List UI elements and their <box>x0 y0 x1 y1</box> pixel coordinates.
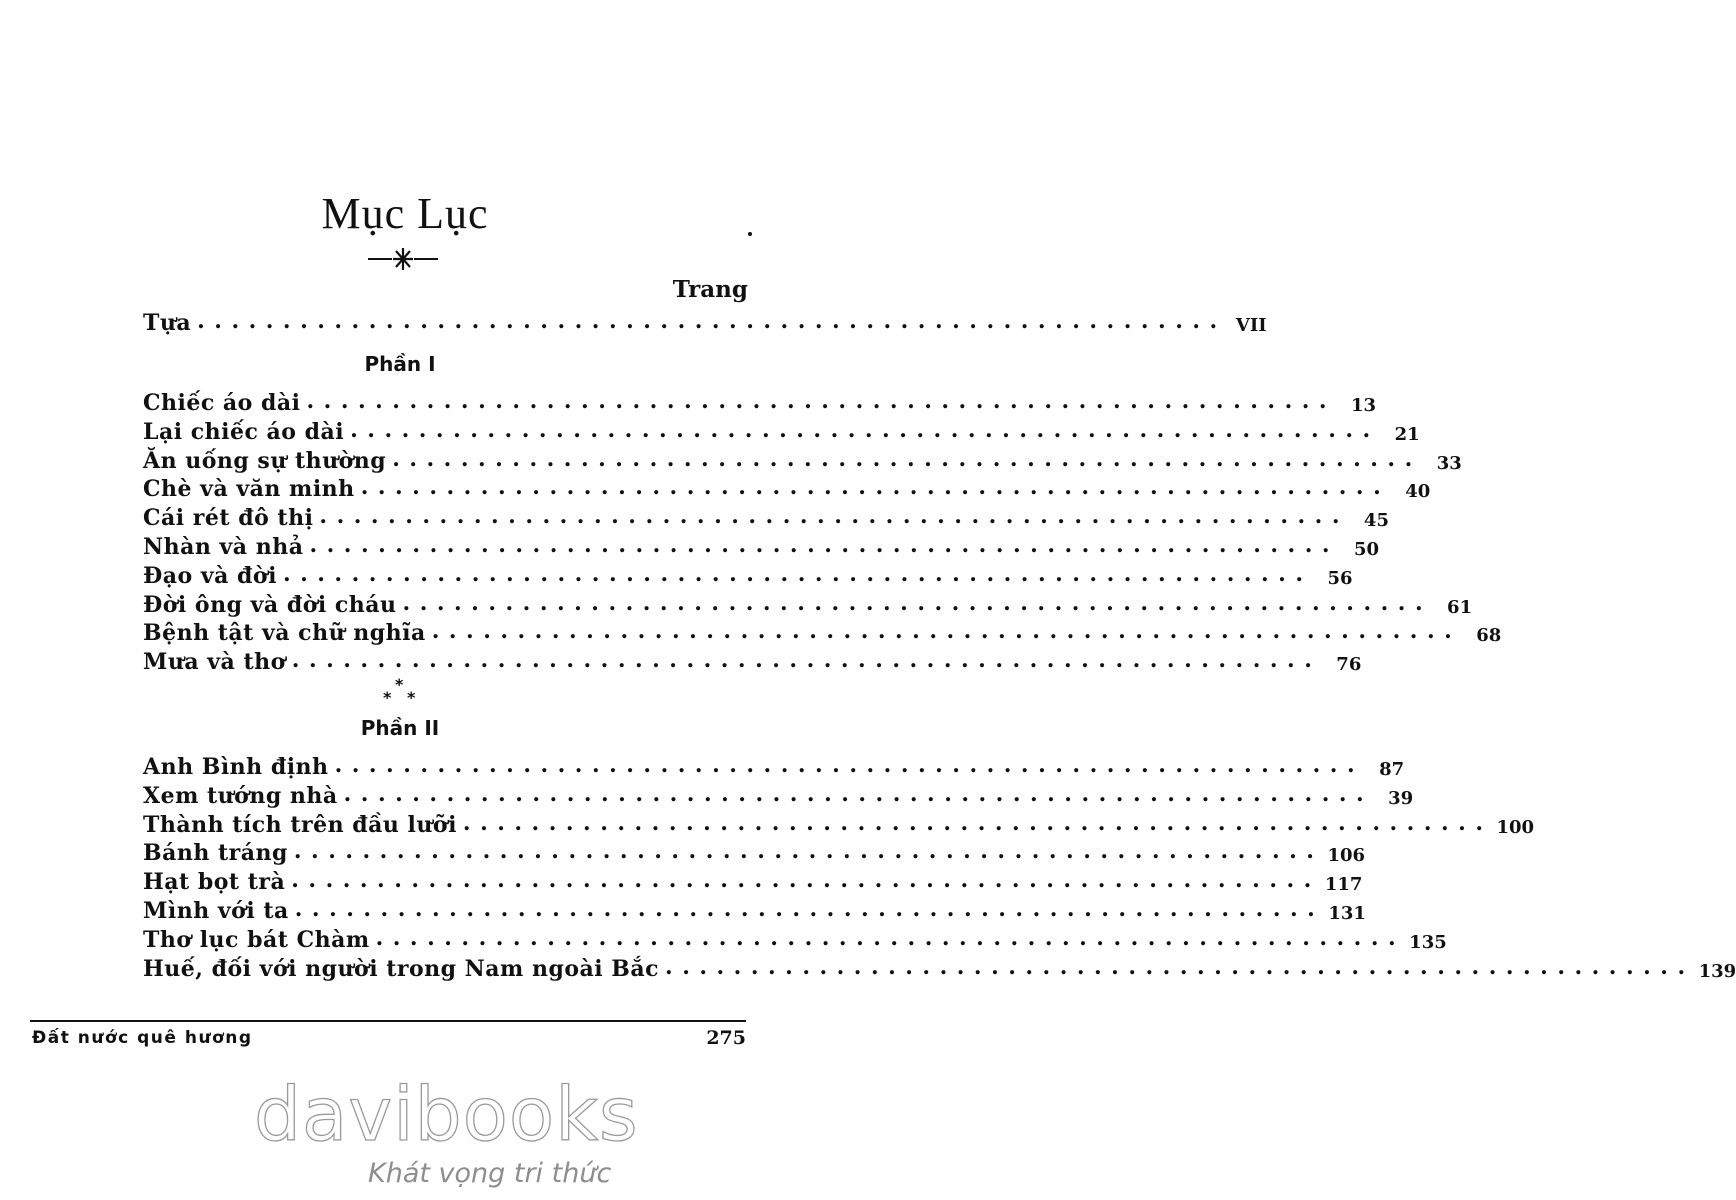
star-dash-ornament-icon <box>366 244 440 274</box>
toc-entry[interactable] <box>143 647 1362 676</box>
part-heading-1: Phần I <box>364 352 436 376</box>
entry-page: 87 <box>1379 759 1405 780</box>
dot-leader: ............................................................ <box>334 752 1365 778</box>
entry-title: Xem tướng nhà <box>143 782 338 809</box>
dot-leader: ............................................................ <box>360 474 1391 501</box>
entry-page: 56 <box>1327 567 1353 589</box>
toc-entry[interactable] <box>143 503 1389 532</box>
toc-entry[interactable] <box>143 953 1736 982</box>
toc-entry[interactable] <box>143 560 1353 589</box>
entry-page: VII <box>1235 315 1267 336</box>
entry-page: 76 <box>1336 654 1362 676</box>
entry-page: 131 <box>1328 903 1366 924</box>
dot-leader: ............................................................ <box>665 953 1695 980</box>
entry-title: Cái rét đô thị <box>143 505 314 532</box>
toc-entry[interactable] <box>143 809 1535 838</box>
toc-entry-preface[interactable] <box>143 308 1267 336</box>
speck <box>748 232 752 236</box>
toc-entry[interactable] <box>143 924 1447 953</box>
entry-title: Ăn uống sự thường <box>143 447 387 474</box>
entry-title: Nhàn và nhả <box>143 534 304 560</box>
toc-entry[interactable] <box>143 838 1366 867</box>
toc-entry[interactable] <box>143 780 1414 809</box>
dot-leader: ............................................................ <box>306 388 1337 414</box>
dot-leader: ............................................................ <box>319 503 1349 530</box>
dot-leader: ............................................................ <box>431 618 1462 645</box>
entry-title: Bánh tráng <box>143 840 288 867</box>
toc-entry[interactable] <box>143 474 1431 503</box>
watermark-brand: davibooks <box>254 1072 639 1158</box>
toc-entry[interactable] <box>143 388 1377 416</box>
toc-entry[interactable] <box>143 618 1502 647</box>
entry-title: Lại chiếc áo dài <box>143 418 345 445</box>
dot-leader: ............................................................ <box>291 867 1321 894</box>
dot-leader: ............................................................ <box>402 589 1433 616</box>
footer-rule <box>30 1020 746 1022</box>
toc-entry[interactable] <box>143 589 1473 618</box>
toc-entry[interactable] <box>143 416 1420 445</box>
toc-entry[interactable] <box>143 896 1366 924</box>
entry-page: 135 <box>1409 931 1447 953</box>
toc-title: Mục Lục <box>321 189 489 238</box>
part-heading-2: Phần II <box>360 716 440 740</box>
footer-page-number: 275 <box>706 1027 746 1049</box>
entry-title: Chiếc áo dài <box>143 390 301 416</box>
dot-leader: ............................................................ <box>392 445 1422 472</box>
entry-title: Đạo và đời <box>143 562 277 589</box>
entry-page: 45 <box>1363 510 1389 532</box>
entry-page: 39 <box>1388 787 1414 809</box>
entry-title: Huế, đối với người trong Nam ngoài Bắc <box>143 955 660 982</box>
dot-leader: ............................................................ <box>293 838 1324 865</box>
entry-page: 21 <box>1394 423 1420 445</box>
entry-page: 33 <box>1436 452 1462 474</box>
entry-page: 61 <box>1447 596 1473 618</box>
entry-page: 139 <box>1698 960 1736 982</box>
dot-leader: ............................................................ <box>291 647 1322 674</box>
page-column-header: Trang <box>672 276 748 303</box>
entry-page: 40 <box>1405 481 1431 503</box>
entry-page: 100 <box>1496 816 1535 838</box>
toc-entry[interactable] <box>143 532 1380 560</box>
entry-title: Thơ lục bát Chàm <box>143 926 370 953</box>
entry-page: 13 <box>1351 395 1377 416</box>
entry-title: Mình với ta <box>143 898 289 924</box>
svg-text:*: * <box>383 688 392 707</box>
toc-entry[interactable] <box>143 867 1363 896</box>
dot-leader: ............................................................ <box>350 416 1380 443</box>
entry-page: 106 <box>1327 845 1366 867</box>
toc-entry[interactable] <box>143 752 1405 780</box>
entry-title: Hạt bọt trà <box>143 869 286 896</box>
entry-title: Tựa <box>143 310 192 336</box>
dot-leader: ............................................................ <box>282 560 1313 587</box>
entry-title: Bệnh tật và chữ nghĩa <box>143 620 426 647</box>
svg-text:*: * <box>407 688 416 707</box>
dot-leader: ............................................................ <box>343 780 1374 807</box>
dot-leader: ............................................................ <box>294 896 1325 922</box>
svg-text:*: * <box>395 675 404 694</box>
entry-title: Chè và văn minh <box>143 476 355 503</box>
footer-book-title: Đất nước quê hương <box>32 1028 253 1048</box>
entry-title: Mưa và thơ <box>143 649 286 676</box>
entry-title: Đời ông và đời cháu <box>143 591 397 618</box>
asterism-icon <box>378 676 424 706</box>
entry-title: Thành tích trên đầu lưỡi <box>143 811 457 838</box>
entry-page: 50 <box>1353 539 1380 560</box>
entry-title: Anh Bình định <box>143 754 329 780</box>
dot-leader: ............................................................ <box>309 532 1340 558</box>
entry-page: 68 <box>1476 625 1502 647</box>
dot-leader: ............................................................ <box>375 924 1406 951</box>
toc-entry[interactable] <box>143 445 1462 474</box>
entry-page: 117 <box>1324 874 1363 896</box>
dot-leader: ............................................................ <box>197 308 1227 334</box>
dot-leader: ............................................................ <box>462 809 1493 836</box>
watermark-tagline: Khát vọng tri thức <box>368 1158 612 1189</box>
